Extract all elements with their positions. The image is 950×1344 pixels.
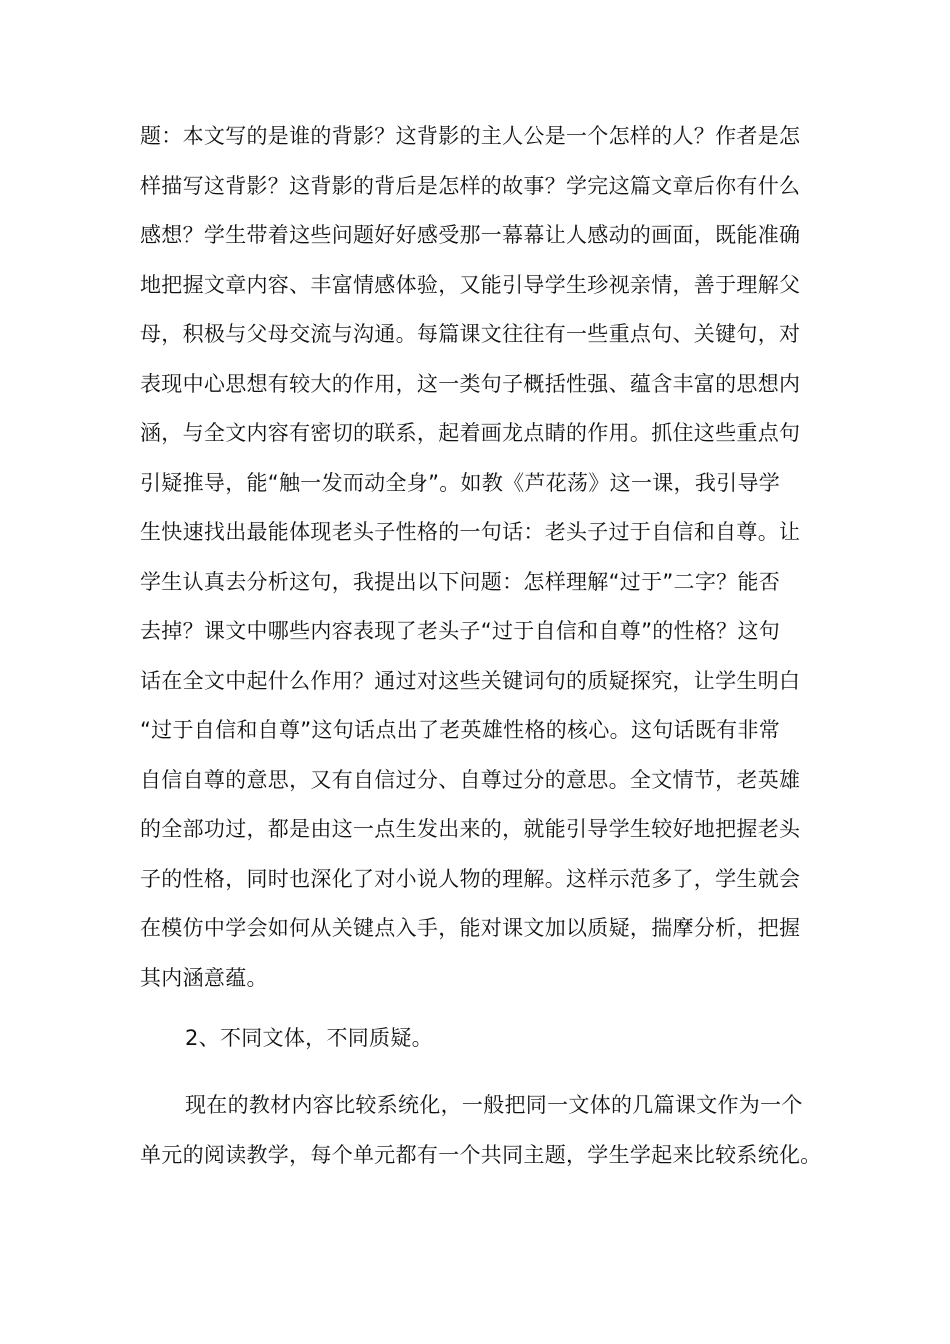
text-line: 样描写这背影？这背影的背后是怎样的故事？学完这篇文章后你有什么 bbox=[140, 173, 801, 198]
text-line: 自信自尊的意思，又有自信过分、自尊过分的意思。全文情节，老英雄 bbox=[140, 767, 801, 792]
text-line: “过于自信和自尊”这句话点出了老英雄性格的核心。这句话既有非常 bbox=[140, 718, 781, 742]
body-paragraph-1 bbox=[140, 112, 830, 1003]
text-line: 母，积极与父母交流与沟通。每篇课文往往有一些重点句、关键句，对 bbox=[140, 322, 801, 346]
text-line: 生快速找出最能体现老头子性格的一句话：老头子过于自信和自尊。让 bbox=[140, 520, 801, 544]
text-line: 话在全文中起什么作用？通过对这些关键词句的质疑探究，让学生明白 bbox=[140, 668, 801, 693]
heading-text: 2、不同文体，不同质疑。 bbox=[185, 1026, 433, 1050]
text-line: 表现中心思想有较大的作用，这一类句子概括性强、蕴含丰富的思想内 bbox=[140, 371, 801, 396]
text-line: 单元的阅读教学，每个单元都有一个共同主题，学生学起来比较系统化。 bbox=[140, 1142, 822, 1167]
text-line: 的全部功过，都是由这一点生发出来的，就能引导学生较好地把握老头 bbox=[140, 817, 801, 841]
text-line: 现在的教材内容比较系统化，一般把同一文体的几篇课文作为一个 bbox=[185, 1093, 803, 1117]
text-line: 子的性格，同时也深化了对小说人物的理解。这样示范多了，学生就会 bbox=[140, 866, 801, 891]
text-line: 去掉？课文中哪些内容表现了老头子“过于自信和自尊”的性格？这句 bbox=[140, 619, 781, 643]
text-line: 学生认真去分析这句，我提出以下问题：怎样理解“过于”二字？能否 bbox=[140, 569, 781, 594]
section-heading bbox=[140, 1014, 830, 1064]
text-line: 引疑推导，能“触一发而动全身”。如教《芦花荡》这一课，我引导学 bbox=[140, 470, 781, 495]
text-line: 涵，与全文内容有密切的联系，起着画龙点睛的作用。抓住这些重点句 bbox=[140, 421, 801, 445]
text-line: 在模仿中学会如何从关键点入手，能对课文加以质疑，揣摩分析，把握 bbox=[140, 916, 801, 940]
text-line: 其内涵意蕴。 bbox=[140, 965, 268, 990]
text-line: 地把握文章内容、丰富情感体验，又能引导学生珍视亲情，善于理解父 bbox=[140, 272, 801, 297]
text-line: 感想？学生带着这些问题好好感受那一幕幕让人感动的画面，既能准确 bbox=[140, 223, 801, 247]
text-line: 题：本文写的是谁的背影？这背影的主人公是一个怎样的人？作者是怎 bbox=[140, 124, 801, 148]
body-paragraph-2 bbox=[140, 1081, 830, 1180]
